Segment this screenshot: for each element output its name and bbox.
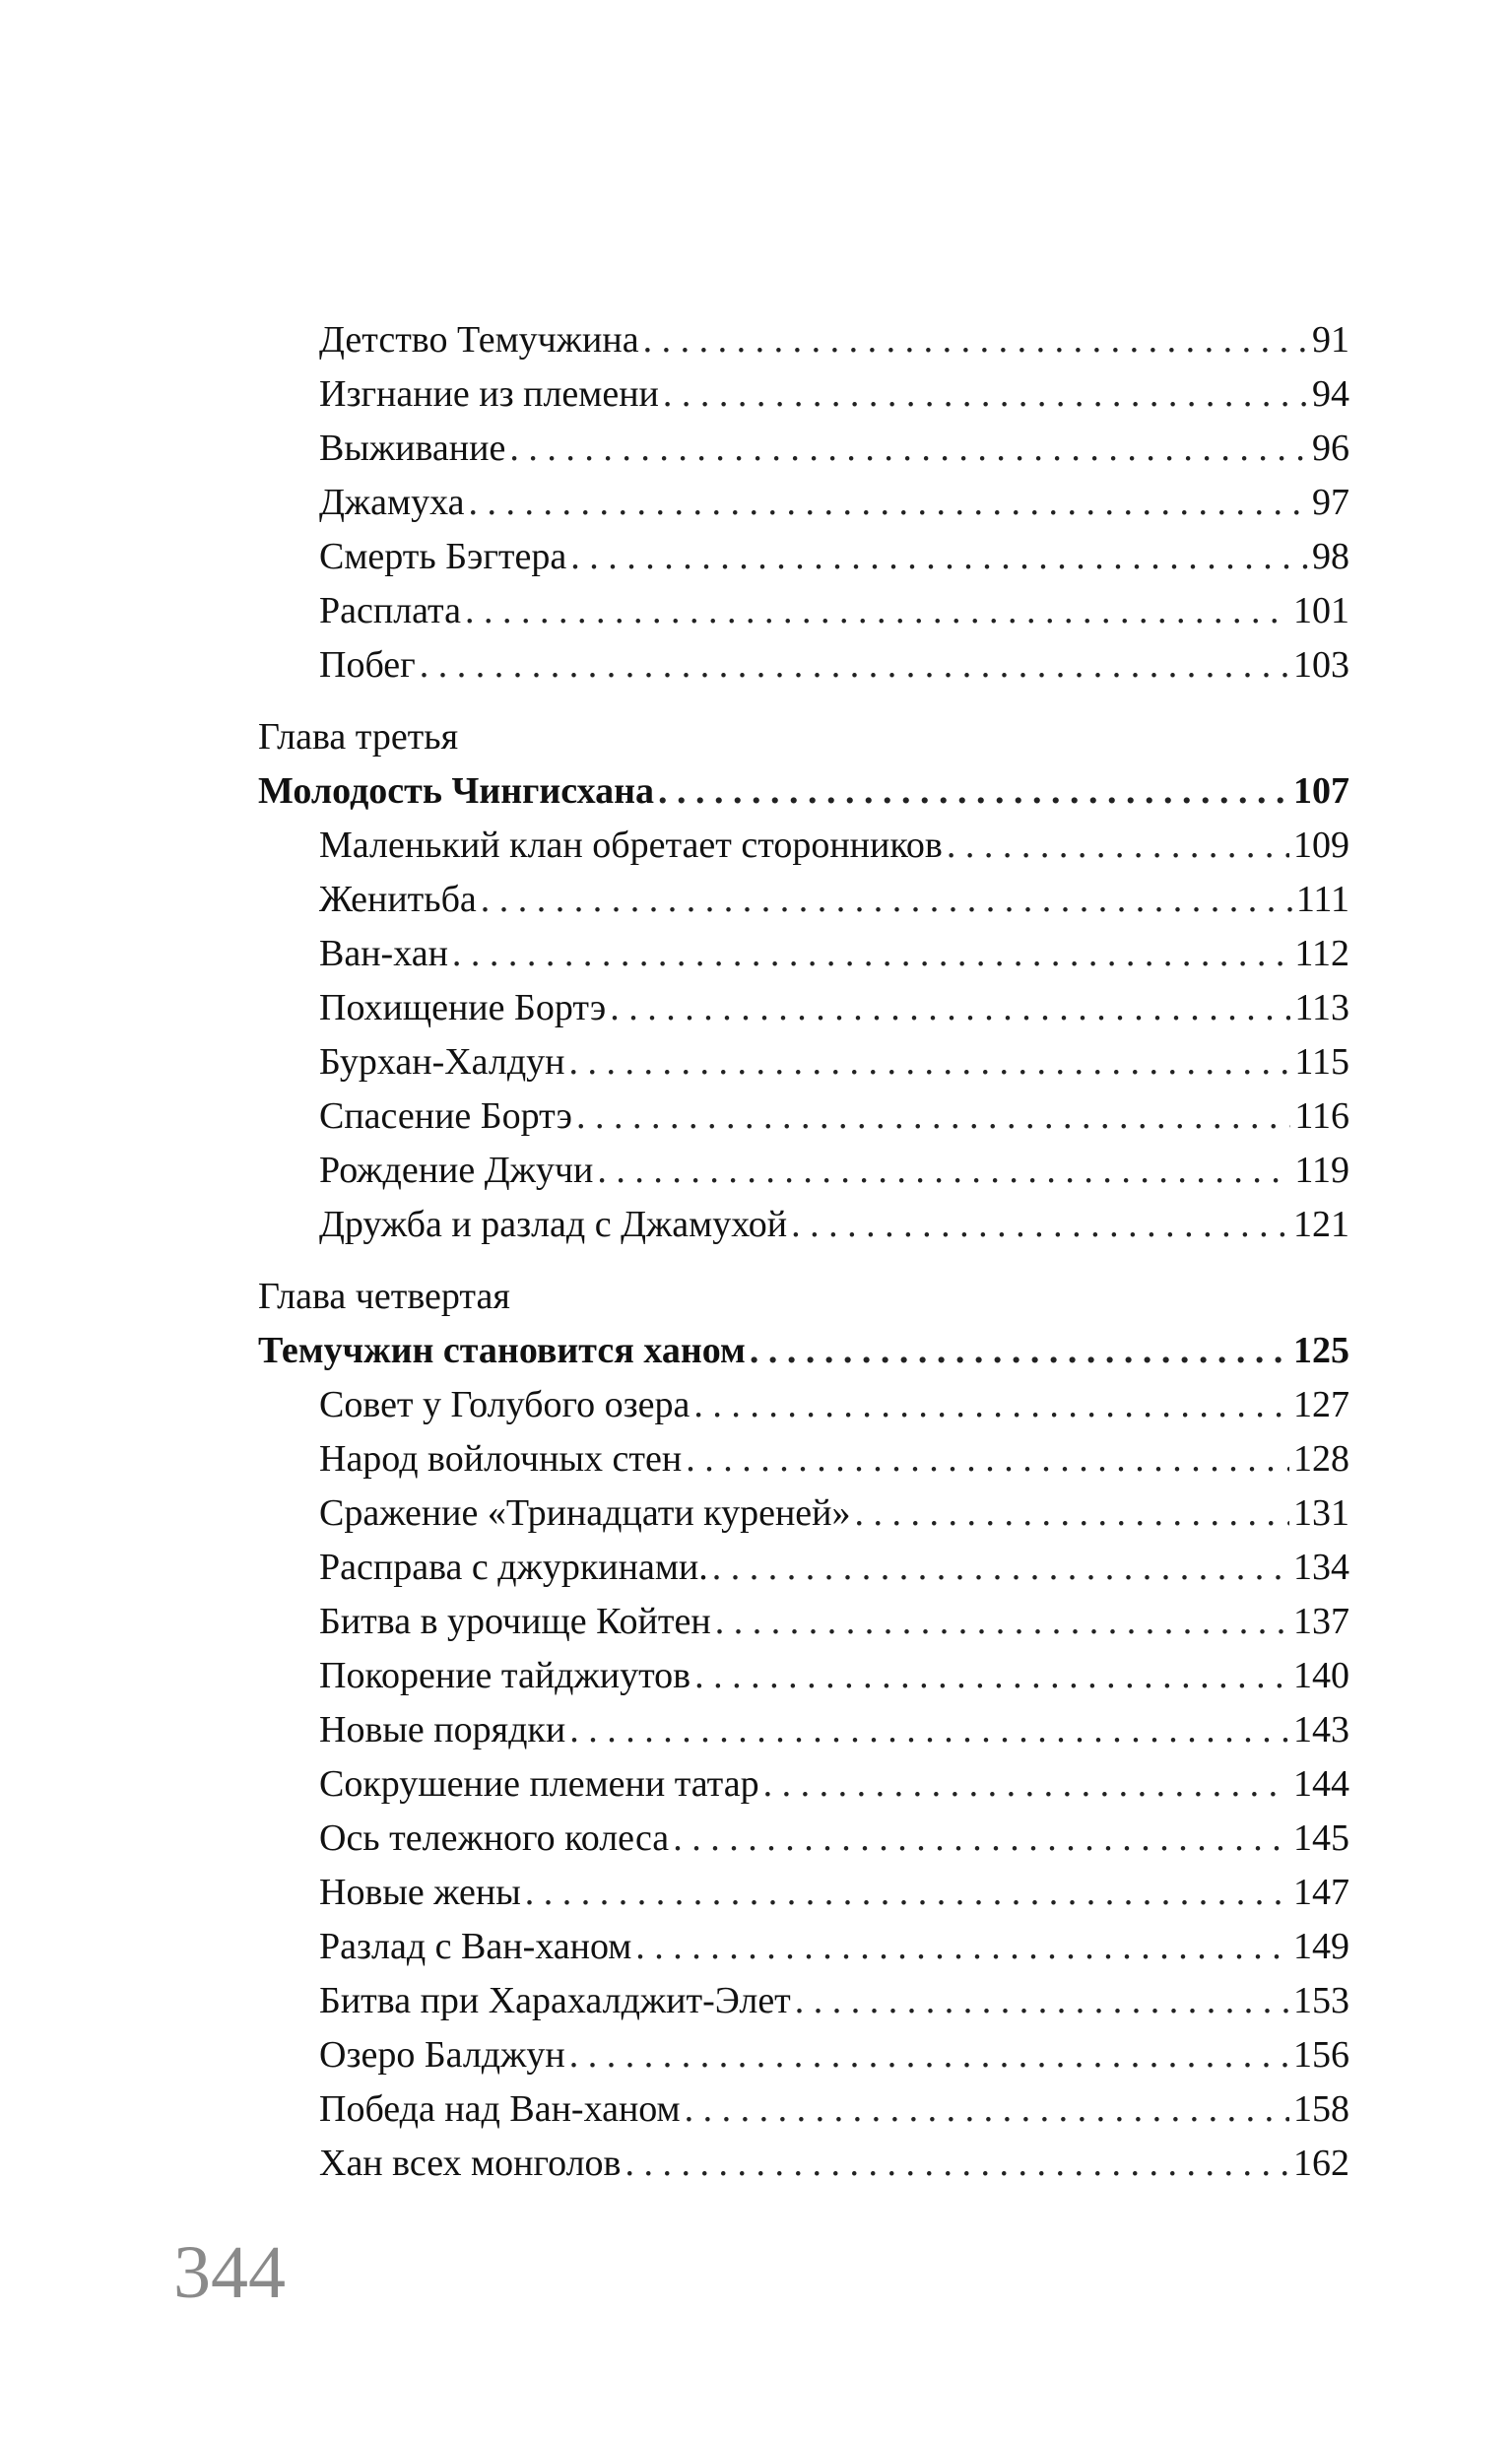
entry-title: Новые порядки [319,1709,566,1750]
entry-page-number: 115 [1294,1041,1349,1083]
entry-page-number: 97 [1312,482,1349,523]
dot-leader [663,367,1308,422]
dot-leader [625,2137,1290,2191]
dot-leader [468,476,1308,530]
chapter-label: Глава четвертая [258,1276,510,1317]
toc-entry[interactable] [258,1486,1349,1541]
entry-title: Темучжин становится ханом [258,1330,746,1371]
entry-title: Маленький клан обретает сторонников [319,825,943,866]
toc-entry[interactable] [258,530,1349,584]
toc-entry[interactable] [258,1089,1349,1144]
entry-page-number: 162 [1293,2143,1349,2184]
toc-entry[interactable] [258,1703,1349,1757]
dot-leader [947,819,1289,873]
toc-entry[interactable] [258,2082,1349,2137]
dot-leader [635,1920,1289,1974]
dot-leader [569,2028,1289,2082]
entry-page-number: 128 [1293,1438,1349,1480]
toc-entry[interactable] [258,819,1349,873]
page-number: 344 [173,2231,286,2314]
entry-page-number: 143 [1293,1709,1349,1750]
dot-leader [569,1703,1289,1757]
entry-title: Сокрушение племени татар [319,1763,759,1805]
entry-page-number: 107 [1293,770,1349,812]
toc-entry[interactable] [258,584,1349,638]
entry-title: Детство Темучжина [319,319,639,361]
toc-chapter-title[interactable] [258,764,1349,819]
entry-page-number: 140 [1293,1655,1349,1696]
toc-entry[interactable] [258,2028,1349,2082]
toc-entry[interactable] [258,1757,1349,1812]
dot-leader [715,1595,1289,1649]
toc-entry[interactable] [258,1920,1349,1974]
toc-entry[interactable] [258,1974,1349,2028]
toc-entry[interactable] [258,422,1349,476]
dot-leader [509,422,1308,476]
entry-page-number: 149 [1293,1926,1349,1967]
toc-entry[interactable] [258,1035,1349,1089]
toc-entry[interactable] [258,367,1349,422]
dot-leader [570,530,1308,584]
entry-page-number: 111 [1295,879,1349,920]
entry-title: Побег [319,644,416,686]
entry-title: Победа над Ван-ханом [319,2088,681,2130]
toc-entry[interactable] [258,1649,1349,1703]
entry-title: Разлад с Ван-ханом [319,1926,632,1967]
toc-entry[interactable] [258,1595,1349,1649]
dot-leader [420,638,1289,693]
entry-title: Бурхан-Халдун [319,1041,565,1083]
entry-page-number: 101 [1293,590,1349,631]
entry-title: Совет у Голубого озера [319,1384,690,1425]
chapter-label: Глава третья [258,716,459,758]
entry-page-number: 116 [1294,1095,1349,1137]
entry-title: Хан всех монголов [319,2143,622,2184]
entry-page-number: 127 [1293,1384,1349,1425]
entry-title: Спасение Бортэ [319,1095,572,1137]
dot-leader [686,1432,1289,1486]
entry-title: Молодость Чингисхана [258,770,655,812]
entry-title: Женитьба [319,879,477,920]
dot-leader [791,1198,1289,1252]
table-of-contents [258,313,1349,2191]
entry-title: Похищение Бортэ [319,987,607,1028]
entry-title: Новые жены [319,1872,521,1913]
entry-page-number: 113 [1294,987,1349,1028]
dot-leader [465,584,1289,638]
entry-title: Сражение «Тринадцати куреней» [319,1492,851,1534]
toc-entry[interactable] [258,927,1349,981]
dot-leader [694,1649,1289,1703]
toc-entry[interactable] [258,873,1349,927]
toc-entry[interactable] [258,1866,1349,1920]
entry-page-number: 137 [1293,1601,1349,1642]
entry-page-number: 153 [1293,1980,1349,2021]
entry-title: Расправа с джуркинами. [319,1547,708,1588]
dot-leader [855,1486,1290,1541]
dot-leader [685,2082,1289,2137]
entry-title: Ось тележного колеса [319,1817,670,1859]
entry-page-number: 91 [1312,319,1349,361]
toc-entry[interactable] [258,1432,1349,1486]
toc-chapter-title[interactable] [258,1324,1349,1378]
toc-entry[interactable] [258,1144,1349,1198]
entry-page-number: 98 [1312,536,1349,577]
entry-title: Дружба и разлад с Джамухой [319,1204,788,1245]
dot-leader [658,764,1289,819]
entry-title: Ван-хан [319,933,448,974]
entry-page-number: 147 [1293,1872,1349,1913]
toc-entry[interactable] [258,2137,1349,2191]
dot-leader [643,313,1308,367]
entry-page-number: 131 [1293,1492,1349,1534]
entry-page-number: 156 [1293,2034,1349,2076]
entry-page-number: 125 [1293,1330,1349,1371]
toc-entry[interactable] [258,313,1349,367]
toc-entry[interactable] [258,1541,1349,1595]
entry-page-number: 119 [1294,1150,1349,1191]
entry-page-number: 103 [1293,644,1349,686]
entry-title: Битва в урочище Койтен [319,1601,711,1642]
toc-entry[interactable] [258,1378,1349,1432]
entry-title: Рождение Джучи [319,1150,594,1191]
entry-page-number: 96 [1312,428,1349,469]
dot-leader [673,1812,1289,1866]
entry-page-number: 134 [1293,1547,1349,1588]
dot-leader [712,1541,1289,1595]
dot-leader [763,1757,1289,1812]
dot-leader [481,873,1292,927]
entry-page-number: 112 [1294,933,1349,974]
toc-entry[interactable] [258,638,1349,693]
entry-title: Расплата [319,590,461,631]
entry-title: Изгнание из племени [319,373,659,415]
dot-leader [569,1035,1291,1089]
toc-entry[interactable] [258,1198,1349,1252]
dot-leader [525,1866,1289,1920]
entry-page-number: 94 [1312,373,1349,415]
entry-title: Озеро Балджун [319,2034,565,2076]
entry-title: Народ войлочных стен [319,1438,683,1480]
entry-title: Битва при Харахалджит-Элет [319,1980,791,2021]
dot-leader [795,1974,1289,2028]
entry-page-number: 158 [1293,2088,1349,2130]
dot-leader [610,981,1290,1035]
entry-page-number: 145 [1293,1817,1349,1859]
toc-entry[interactable] [258,981,1349,1035]
toc-entry[interactable] [258,1812,1349,1866]
dot-leader [750,1324,1289,1378]
entry-title: Выживание [319,428,506,469]
entry-title: Смерть Бэгтера [319,536,567,577]
entry-title: Джамуха [319,482,465,523]
entry-page-number: 109 [1293,825,1349,866]
toc-entry[interactable] [258,476,1349,530]
dot-leader [597,1144,1290,1198]
entry-page-number: 121 [1293,1204,1349,1245]
entry-page-number: 144 [1293,1763,1349,1805]
entry-title: Покорение тайджиутов [319,1655,691,1696]
dot-leader [452,927,1291,981]
dot-leader [693,1378,1289,1432]
dot-leader [576,1089,1290,1144]
